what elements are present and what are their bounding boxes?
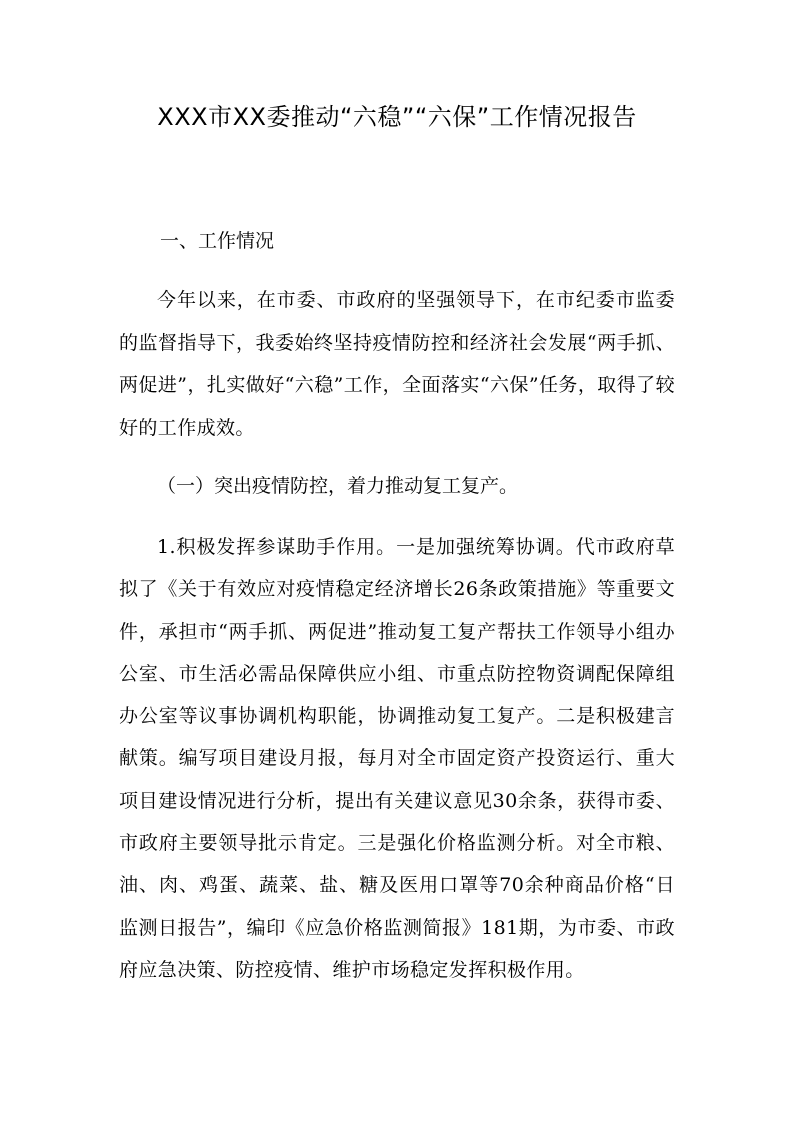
subsection-heading: （一）突出疫情防控，着力推动复工复产。 [157, 475, 519, 497]
body-paragraph: 1.积极发挥参谋助手作用。一是加强统筹协调。代市政府草拟了《关于有效应对疫情稳定经济增长26条政策措施》等重要文件，承担市“两手抓、两促进”推动复工复产帮扶工作领导小组办公室、市生活必需品保障供应小组、市重点防控物资调配保障组办公室等议事协调机构职能，协调推动复工复产。二是积极建言献策。编写项目建设月报，每月对全市固定资产投资运行、重大项目建设情况进行分析，提出有关建议意见30余条，获得市委、市政府主要领导批示肯定。三是强化价格监测分析。对全市粮、油、肉、鸡蛋、蔬菜、盐、糖及医用口罩等70余种商品价格“日监测日报告”，编印《应急价格监测简报》181期，为市委、市政府应急决策、防控疫情、维护市场稳定发挥积极作用。 [119, 536, 675, 981]
body-paragraph: 今年以来，在市委、市政府的坚强领导下，在市纪委市监委的监督指导下，我委始终坚持疫情防控和经济社会发展“两手抓、两促进”，扎实做好“六稳”工作，全面落实“六保”任务，取得了较好的工作成效。 [119, 289, 675, 439]
section-heading: 一、工作情况 [160, 230, 275, 252]
document-title: XXX市XX委推动“六稳”“六保”工作情况报告 [157, 103, 637, 131]
